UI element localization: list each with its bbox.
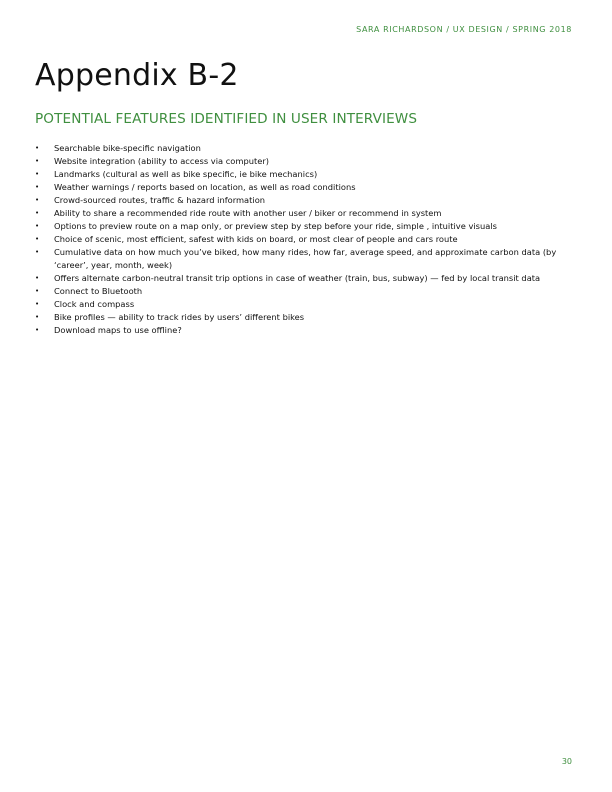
list-item-text: Download maps to use offline? [54, 325, 182, 335]
list-item [35, 233, 575, 246]
header-separator: / [443, 25, 453, 34]
bullet-icon: • [35, 183, 40, 191]
list-item-text: Bike profiles — ability to track rides by users’ different bikes [54, 312, 305, 322]
list-item-text: Crowd-sourced routes, traffic & hazard information [54, 195, 266, 205]
bullet-icon: • [35, 209, 40, 217]
list-item-text: Choice of scenic, most efficient, safest with kids on board, or most clear of people and cars route [54, 234, 458, 244]
list-item [35, 181, 575, 194]
list-item [35, 272, 575, 285]
bullet-icon: • [35, 144, 40, 152]
list-item [35, 194, 575, 207]
list-item-text: Landmarks (cultural as well as bike specific, ie bike mechanics) [54, 169, 318, 179]
list-item-text: Ability to share a recommended ride route with another user / biker or recommend in system [54, 208, 442, 218]
list-item [35, 246, 575, 272]
running-header [356, 25, 572, 34]
bullet-icon: • [35, 326, 40, 334]
page-title: Appendix B-2 [35, 58, 239, 93]
bullet-icon: • [35, 313, 40, 321]
bullet-icon: • [35, 235, 40, 243]
list-item [35, 168, 575, 181]
bullet-icon: • [35, 157, 40, 165]
list-item [35, 155, 575, 168]
list-item-text: Clock and compass [54, 299, 135, 309]
bullet-icon: • [35, 300, 40, 308]
list-item-text: Options to preview route on a map only, or preview step by step before your ride, simple , intuitive visuals [54, 221, 497, 231]
bullet-icon: • [35, 287, 40, 295]
bullet-icon: • [35, 248, 40, 256]
list-item-text: Weather warnings / reports based on location, as well as road conditions [54, 182, 356, 192]
section-heading: POTENTIAL FEATURES IDENTIFIED IN USER INTERVIEWS [35, 111, 418, 127]
header-separator: / [502, 25, 513, 34]
list-item-text: Cumulative data on how much you’ve biked, how many rides, how far, average speed, and approximate carbon data (by ‘career’, year, month, week) [54, 247, 557, 270]
bullet-icon: • [35, 170, 40, 178]
header-course: UX DESIGN [452, 25, 503, 34]
list-item [35, 207, 575, 220]
list-item [35, 298, 575, 311]
list-item [35, 311, 575, 324]
bullet-icon: • [35, 196, 40, 204]
header-author: SARA RICHARDSON [356, 25, 444, 34]
list-item [35, 220, 575, 233]
list-item-text: Searchable bike-specific navigation [54, 143, 201, 153]
header-term: SPRING 2018 [512, 25, 572, 34]
list-item [35, 285, 575, 298]
page-number: 30 [561, 757, 572, 766]
list-item [35, 142, 575, 155]
list-item-text: Website integration (ability to access via computer) [54, 156, 269, 166]
list-item [35, 324, 575, 337]
list-item-text: Connect to Bluetooth [54, 286, 143, 296]
list-item-text: Offers alternate carbon-neutral transit trip options in case of weather (train, bus, subway) — fed by local transit data [54, 273, 541, 283]
bullet-icon: • [35, 222, 40, 230]
bullet-icon: • [35, 274, 40, 282]
feature-list [35, 142, 575, 337]
